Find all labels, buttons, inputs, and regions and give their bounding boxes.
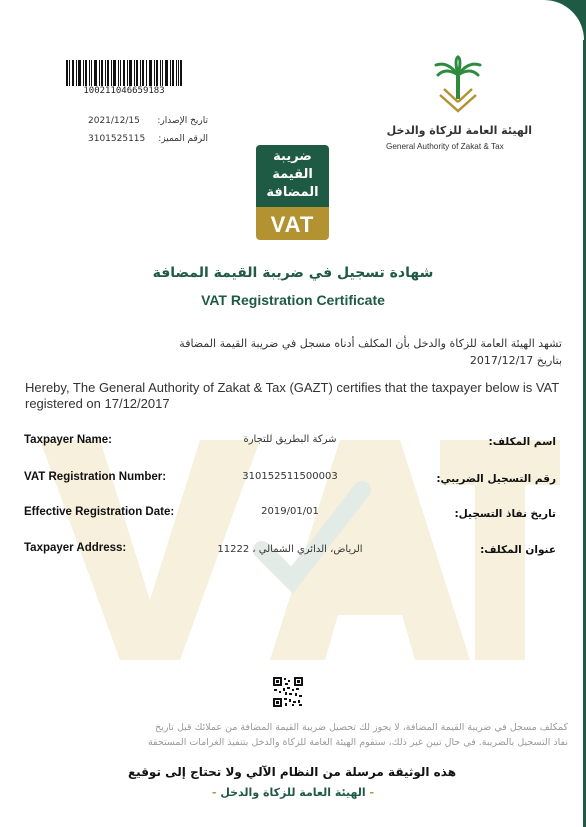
vat-badge-text: VAT bbox=[270, 212, 315, 237]
barcode-number: 100211046659183 bbox=[66, 86, 182, 96]
effective-date-label-en: Effective Registration Date: bbox=[24, 506, 175, 518]
certification-paragraph-ar bbox=[30, 335, 562, 369]
vat-badge-arabic-panel bbox=[256, 145, 329, 207]
authority-name-en: General Authority of Zakat & Tax bbox=[386, 142, 504, 151]
taxpayer-address-value: الرياض، الدائري الشمالي ، 11222 bbox=[217, 544, 363, 555]
vat-badge bbox=[256, 145, 329, 240]
issue-date-value: 2021/12/15 bbox=[88, 116, 140, 126]
footer-dash-right: - bbox=[369, 786, 375, 799]
vat-badge-line3: المضافة bbox=[266, 185, 319, 200]
disclaimer-line2: نفاذ التسجيل بالضريبة. في حال تبين غير ذلك، ستقوم الهيئة العامة للزكاة والدخل بتنفيذ الغرامات المستحقة bbox=[147, 737, 568, 748]
vat-number-label-en: VAT Registration Number: bbox=[24, 471, 167, 483]
certificate-title-ar: شهادة تسجيل في ضريبة القيمة المضافة bbox=[152, 265, 434, 281]
footer-authority-name: الهيئة العامة للزكاة والدخل bbox=[220, 786, 366, 799]
certificate-title-en: VAT Registration Certificate bbox=[201, 292, 385, 308]
authority-name-ar: الهيئة العامة للزكاة والدخل bbox=[386, 124, 532, 137]
taxpayer-name-value: شركة البطريق للتجارة bbox=[243, 434, 337, 445]
disclaimer bbox=[20, 720, 568, 750]
taxpayer-name-label-ar: اسم المكلف: bbox=[488, 436, 556, 448]
qr-code[interactable] bbox=[273, 677, 303, 707]
footer-dash-left: - bbox=[211, 786, 217, 799]
issue-date-label: تاريخ الإصدار: bbox=[157, 116, 208, 126]
taxpayer-address-label-ar: عنوان المكلف: bbox=[480, 544, 556, 556]
palm-logo-icon bbox=[432, 55, 484, 117]
certification-paragraph-ar-line1: تشهد الهيئة العامة للزكاة والدخل بأن المكلف أدناه مسجل في ضريبة القيمة المضافة bbox=[179, 337, 562, 350]
taxpayer-address-label-en: Taxpayer Address: bbox=[24, 542, 127, 554]
footer-notice: هذه الوثيقة مرسلة من النظام الآلي ولا تحتاج إلى توقيع bbox=[127, 765, 457, 779]
footer-authority bbox=[120, 786, 466, 799]
distinguished-number-value: 3101525115 bbox=[88, 134, 146, 144]
taxpayer-name-label-en: Taxpayer Name: bbox=[24, 434, 112, 446]
vat-badge-gold-panel bbox=[256, 207, 329, 240]
certification-paragraph-en: Hereby, The General Authority of Zakat & Tax (GAZT) certifies that the taxpayer below is VAT registered on 17/12/2017 bbox=[25, 380, 559, 411]
certification-paragraph-ar-line2: بتاريخ 2017/12/17 bbox=[469, 354, 562, 367]
disclaimer-line1: كمكلف مسجل في ضريبة القيمة المضافة، لا يجوز لك تحصيل ضريبة القيمة المضافة من عملائك قبل تاريخ bbox=[155, 722, 568, 733]
effective-date-value: 2019/01/01 bbox=[261, 506, 319, 517]
effective-date-label-ar: تاريخ نفاذ التسجيل: bbox=[454, 508, 556, 520]
vat-badge-line1: ضريبة bbox=[273, 149, 312, 164]
distinguished-number-label: الرقم المميز: bbox=[158, 134, 208, 144]
vat-number-value: 310152511500003 bbox=[242, 471, 338, 482]
vat-badge-line2: القيمة bbox=[272, 167, 313, 182]
vat-number-label-ar: رقم التسجيل الضريبي: bbox=[436, 473, 556, 485]
